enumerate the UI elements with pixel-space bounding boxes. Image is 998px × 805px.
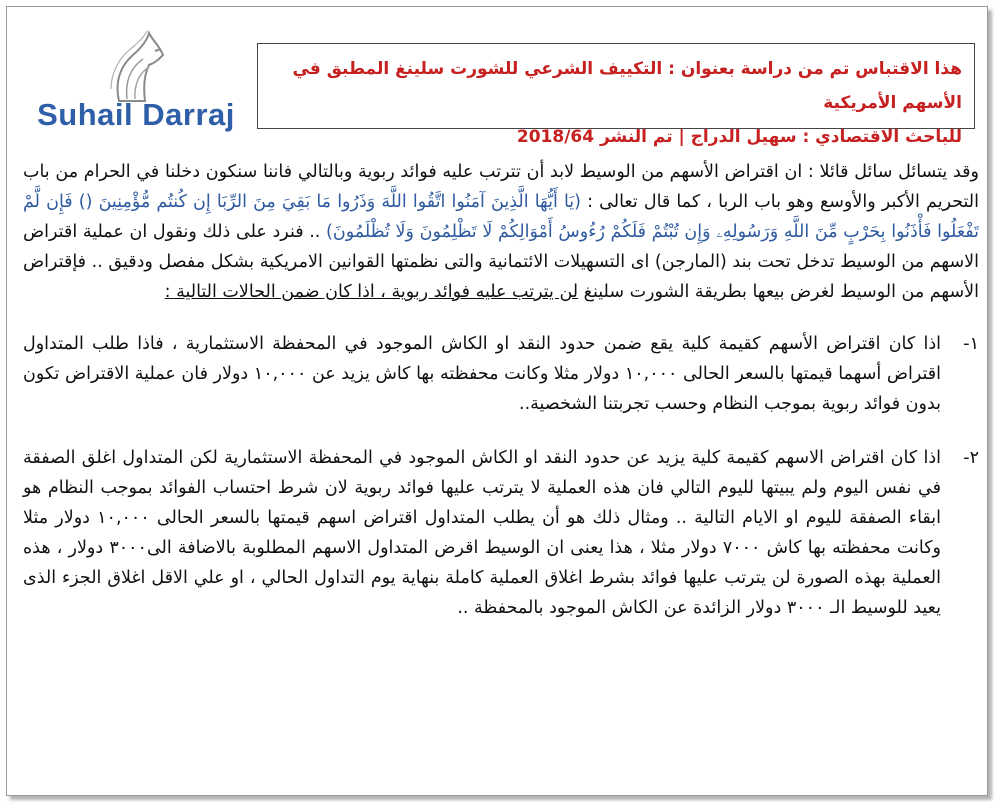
- citation-author: للباحث الاقتصادي : سهيل الدراج | تم النشر 2018/64: [516, 127, 962, 147]
- quran-verse: (يَا أَيُّهَا الَّذِينَ آمَنُوا اتَّقُوا اللَّهَ وَذَرُوا مَا بَقِيَ مِنَ الرِّبَا إِن كُنتُم مُّؤْمِنِينَ () فَإِن لَّمْ تَفْعَلُوا فَأْذَنُوا بِحَرْبٍ مِّنَ اللَّهِ وَرَسُولِهِۦ وَإِن تُبْتُمْ فَلَكُمْ رُءُوسُ أَمْوَالِكُمْ لَا تَظْلِمُونَ وَلَا تُظْلَمُونَ): [23, 192, 979, 242]
- intro-underlined: لن يترتب عليه فوائد ربوية ، اذا كان ضمن الحالات التالية :: [164, 282, 579, 302]
- citation-box: [257, 43, 975, 147]
- article-body: [23, 157, 979, 623]
- item-number: ٢-: [963, 448, 979, 468]
- item-number: ١-: [963, 334, 979, 354]
- intro-text-2: .. فنرد على ذلك ونقول ان عملية اقتراض الاسهم من الوسيط تدخل تحت بند (المارجن) اى التسهيلات الائتمانية والتى نظمتها القوانين الامريكية بشكل مفصل ودقيق .. فإقتراض الأسهم من الوسيط لغرض بيعها بطريقة الشورت سلينغ: [23, 222, 979, 302]
- intro-text-1: وقد يتسائل سائل قائلا : ان اقتراض الأسهم من الوسيط لابد أن تترتب عليه فوائد ربوية وبالتالي فاننا سنكون دخلنا في الحرام من باب التحريم الأكبر والأوسع وهو باب الربا ، كما قال تعالى :: [23, 162, 979, 212]
- logo-text: Suhail Darraj: [37, 97, 235, 132]
- logo: [31, 29, 241, 139]
- intro-paragraph: [23, 157, 979, 307]
- list-item-1: [23, 329, 979, 419]
- list-item-2: [23, 443, 979, 623]
- item-text: اذا كان اقتراض الأسهم كقيمة كلية يقع ضمن حدود النقد او الكاش الموجود في المحفظة الاستثمارية ، فاذا طلب المتداول اقتراض أسهما قيمتها بالسعر الحالى ١٠,٠٠٠ دولار مثلا وكانت محفظته بها كاش يزيد عن ١٠,٠٠٠ دولار فان عملية الاقتراض تكون بدون فوائد ربوية بموجب النظام وحسب تجربتنا الشخصية..: [23, 334, 942, 414]
- item-text: اذا كان اقتراض الاسهم كقيمة كلية يزيد عن حدود النقد او الكاش الموجود في المحفظة الاستثمارية لكن المتداول اغلق الصفقة في نفس اليوم ولم يبيتها لليوم التالي فان هذه العملية لا يترتب عليها فوائد ربوية لان شرط احتساب الفوائد بموجب النظام هو ابقاء الصفقة لليوم او الايام التالية .. ومثال ذلك هو أن يطلب المتداول اقتراض اسهم قيمتها بالسعر الحالى ١٠,٠٠٠ دولار مثلا وكانت محفظته بها كاش ٧٠٠٠ دولار مثلا ، هذا يعنى ان الوسيط اقرض المتداول الاسهم المطلوبة بالاضافة الى٣٠٠٠ دولار ، هذه العملية بهذه الصورة لن يترتب عليها فوائد بشرط اغلاق العملية كاملة بنهاية يوم التداول الحالي ، او علي الاقل اغلاق الجزء الذى يعيد للوسيط الـ ٣٠٠٠ دولار الزائدة عن الكاش الموجود بالمحفظة ..: [23, 448, 941, 618]
- citation-title: هذا الاقتباس تم من دراسة بعنوان : التكييف الشرعي للشورت سلينغ المطبق في الأسهم الأمريكية: [292, 59, 962, 113]
- document-frame: [6, 6, 988, 796]
- horse-head-icon: [89, 29, 179, 104]
